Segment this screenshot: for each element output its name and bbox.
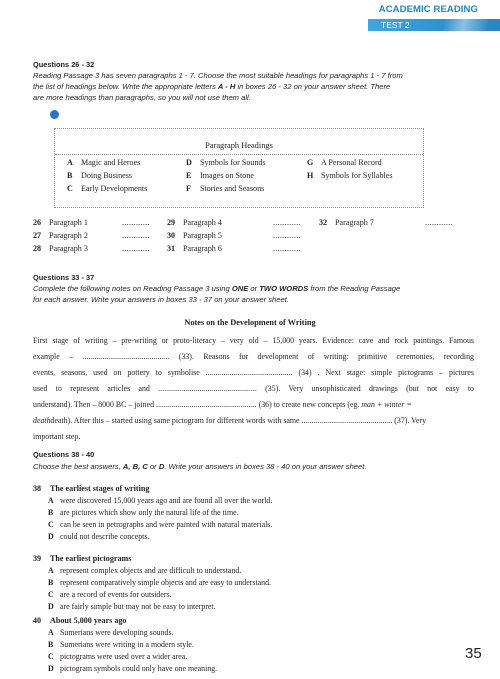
heading-option-f: F Stories and Seasons	[186, 184, 265, 193]
paragraph-row-30: 30 Paragraph 5	[167, 231, 222, 240]
question-39-option-d[interactable]: D are fairly simple but may not be easy to interpret.	[48, 602, 216, 611]
question-39: 39 The earliest pictograms	[33, 554, 132, 563]
question-38: 38 The earliest stages of writing	[33, 484, 150, 493]
paragraph-row-27: 27 Paragraph 2	[33, 231, 88, 240]
notes-line-4[interactable]: used to represent articles and .................................................. (35). Very unsophisticated drawings (but not easy to	[33, 384, 474, 393]
answer-blank-29[interactable]: ............	[273, 218, 301, 227]
questions-38-40-instructions: Choose the best answers, A, B, C or D. Write your answers in boxes 38 - 40 on your answer sheet.	[33, 462, 367, 471]
page-number: 35	[465, 645, 482, 662]
notes-line-1: First stage of writing – pre-writing or proto-literacy – very old – 15,000 years. Evidence: cave and rock paintings. Famous	[33, 336, 474, 345]
question-40-option-c[interactable]: C pictograms were used over a wider area.	[48, 652, 188, 661]
question-40: 40 About 5,000 years ago	[33, 616, 127, 625]
paragraph-row-28: 28 Paragraph 3	[33, 244, 88, 253]
paragraph-row-29: 29 Paragraph 4	[167, 218, 222, 227]
question-39-option-b[interactable]: B represent comparatively simple objects and are easy to understand.	[48, 578, 271, 587]
answer-blank-30[interactable]: ............	[273, 231, 301, 240]
heading-option-b: B Doing Business	[67, 171, 133, 180]
paragraph-row-26: 26 Paragraph 1	[33, 218, 88, 227]
question-38-option-d[interactable]: D could not describe concepts.	[48, 532, 150, 541]
section-title: ACADEMIC READING	[378, 4, 478, 15]
notes-line-2[interactable]: example – ............................................ (33). Reasons for development of writing: primitive ceremonies, recording	[33, 352, 474, 361]
heading-option-a: A Magic and Heroes	[67, 158, 141, 167]
question-38-option-c[interactable]: C can be seen in petrographs and were painted with natural materials.	[48, 520, 273, 529]
paragraph-row-32: 32 Paragraph 7	[319, 218, 374, 227]
answer-blank-31[interactable]: ............	[273, 244, 301, 253]
paragraph-row-31: 31 Paragraph 6	[167, 244, 222, 253]
questions-33-37-heading: Questions 33 - 37	[33, 273, 95, 282]
paragraph-headings-box	[54, 128, 424, 208]
answer-blank-27[interactable]: ............	[122, 231, 150, 240]
questions-33-37-instructions: Complete the following notes on Reading Passage 3 using ONE or TWO WORDS from the Reading Passage for each answer. Write your answers in boxes 33 - 37 on your answer sheet.	[33, 284, 401, 304]
notes-title: Notes on the Development of Writing	[184, 318, 316, 327]
questions-26-32-instructions: Reading Passage 3 has seven paragraphs 1 - 7. Choose the most suitable headings for paragraphs 1 - 7 from the list of headings below. Write the appropriate letters A - H in boxes 26 - 32 on your answer sheet. There are more headings than paragraphs, so you will not use them all.	[33, 71, 403, 102]
heading-option-c: C Early Developments	[67, 184, 148, 193]
heading-option-e: E Images on Stone	[186, 171, 254, 180]
questions-26-32-heading: Questions 26 - 32	[33, 60, 95, 69]
question-40-option-a[interactable]: A Sumerians were developing sounds.	[48, 628, 174, 637]
headings-box-title: Paragraph Headings	[205, 141, 273, 150]
heading-option-g: G A Personal Record	[307, 158, 382, 167]
questions-38-40-heading: Questions 38 - 40	[33, 450, 95, 459]
heading-option-d: D Symbols for Sounds	[186, 158, 266, 167]
question-38-option-b[interactable]: B are pictures which show only the natural life of the time.	[48, 508, 239, 517]
question-40-option-b[interactable]: B Sumerians were writing in a modern style.	[48, 640, 194, 649]
notes-line-5[interactable]: understand). Then – 8000 BC – joined ................................................... (36) to create new concepts (eg. man + winter =	[33, 400, 412, 409]
answer-blank-32[interactable]: ............	[425, 218, 453, 227]
test-label: TEST 2	[381, 20, 410, 30]
question-40-option-d[interactable]: D pictogram symbols could only have one meaning.	[48, 664, 218, 673]
notes-line-6[interactable]: deathdeath). After this – started using same pictogram for different words with same .............................................. (37). Very	[33, 416, 427, 425]
question-39-option-a[interactable]: A represent complex objects and are difficult to understand.	[48, 566, 242, 575]
notes-line-3[interactable]: events, seasons, used on pottery to symbolise ............................................ (34) . Next stage: simple pictograms – pictures	[33, 368, 474, 377]
question-39-option-c[interactable]: C are a record of events for outsiders.	[48, 590, 172, 599]
heading-option-h: H Symbols for Syllables	[307, 171, 393, 180]
answer-blank-28[interactable]: ............	[122, 244, 150, 253]
answer-blank-26[interactable]: ............	[122, 218, 150, 227]
bullet-dot-icon	[50, 110, 59, 119]
notes-line-7: important step.	[33, 432, 81, 441]
question-38-option-a[interactable]: A were discovered 15,000 years ago and are found all over the world.	[48, 496, 273, 505]
